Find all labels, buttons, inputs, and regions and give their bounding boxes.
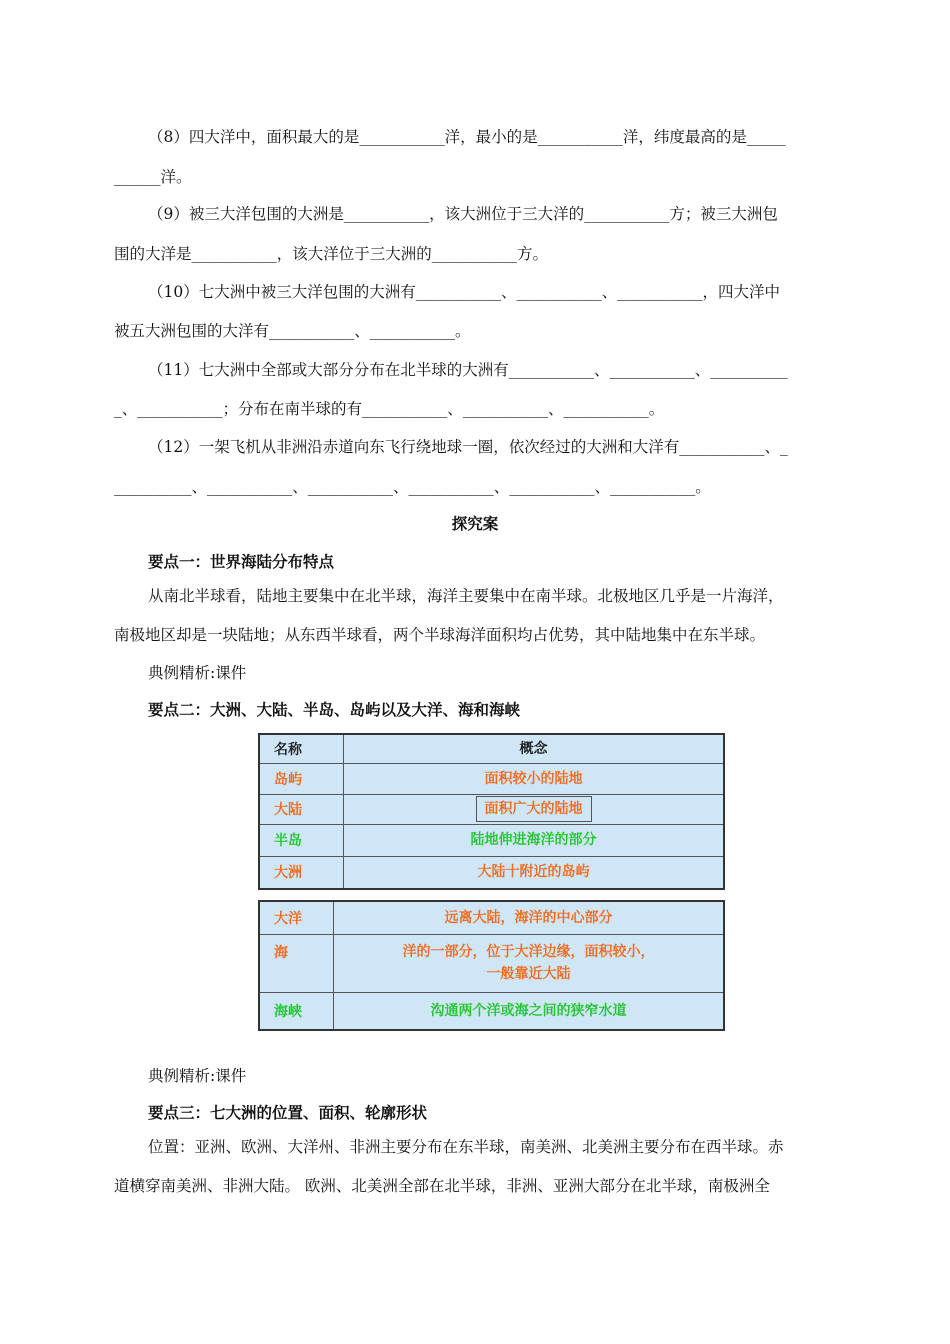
table-row — [260, 856, 723, 888]
table-row — [260, 794, 723, 825]
concept-ocean: 远离大陆，海洋的中心部分 — [444, 910, 613, 926]
table-row — [260, 934, 723, 993]
concept-island: 面积较小的陆地 — [484, 770, 583, 787]
table-row — [260, 902, 723, 935]
question-8-line-1: （8）四大洋中，面积最大的是___________洋，最小的是___________洋，纬度最高的是_____ — [148, 128, 786, 146]
point-2-heading: 要点二：大洲、大陆、半岛、岛屿以及大洋、海和海峡 — [148, 701, 521, 719]
term-sea: 海 — [260, 934, 334, 992]
point-2-example: 典例精析:课件 — [148, 1067, 247, 1085]
question-12-line-2: __________、___________、___________、___________、___________、___________。 — [114, 478, 711, 496]
concept-sea-cell — [334, 934, 723, 992]
question-11-line-1: （11）七大洲中全部或大部分分布在北半球的大洲有___________、___________、__________ — [148, 361, 788, 379]
point-1-heading: 要点一：世界海陆分布特点 — [148, 553, 335, 571]
question-12-line-1: （12）一架飞机从非洲沿赤道向东飞行绕地球一圈，依次经过的大洲和大洋有___________、_ — [148, 438, 788, 456]
point-3-text-line-1: 位置：亚洲、欧洲、大洋州、非洲主要分布在东半球，南美洲、北美洲主要分布在西半球。赤 — [148, 1138, 784, 1156]
point-3-heading: 要点三：七大洲的位置、面积、轮廓形状 — [148, 1104, 428, 1122]
concept-continent-region: 大陆十附近的岛屿 — [477, 864, 590, 880]
term-ocean: 大洋 — [260, 902, 334, 934]
concept-peninsula: 陆地伸进海洋的部分 — [470, 832, 597, 848]
concept-sea-line-2: 一般靠近大陆 — [486, 966, 571, 982]
question-9-line-2: 围的大洋是___________，该大洋位于三大洲的___________方。 — [114, 245, 549, 263]
header-concept: 概念 — [519, 741, 548, 757]
point-1-text-line-1: 从南北半球看，陆地主要集中在北半球，海洋主要集中在南半球。北极地区几乎是一片海洋， — [148, 587, 784, 605]
question-8-line-2: ______洋。 — [114, 168, 192, 186]
header-name: 名称 — [260, 735, 344, 763]
table-row — [260, 763, 723, 795]
concept-table-1 — [258, 733, 725, 890]
question-10-line-2: 被五大洲包围的大洋有___________、___________。 — [114, 322, 471, 340]
question-11-line-2: _、___________；分布在南半球的有___________、___________、___________。 — [114, 400, 665, 418]
section-title: 探究案 — [451, 515, 499, 533]
table-row — [260, 824, 723, 857]
point-1-example: 典例精析:课件 — [148, 664, 247, 682]
table-header-row — [260, 735, 723, 764]
concept-continent: 面积广大的陆地 — [476, 796, 592, 822]
concept-continent-cell — [344, 794, 723, 824]
point-1-text-line-2: 南极地区却是一块陆地；从东西半球看，两个半球海洋面积均占优势，其中陆地集中在东半球。 — [114, 626, 766, 644]
concept-table-2 — [258, 900, 725, 1031]
term-continent: 大陆 — [260, 794, 344, 824]
term-continent-region: 大洲 — [260, 856, 344, 888]
question-10-line-1: （10）七大洲中被三大洋包围的大洲有___________、___________、___________，四大洋中 — [148, 283, 780, 301]
point-3-text-line-2: 道横穿南美洲、非洲大陆。 欧洲、北美洲全部在北半球，非洲、亚洲大部分在北半球，南极洲全 — [114, 1177, 770, 1195]
concept-strait: 沟通两个洋或海之间的狭窄水道 — [430, 1002, 627, 1019]
question-9-line-1: （9）被三大洋包围的大洲是___________，该大洲位于三大洋的___________方；被三大洲包 — [148, 205, 778, 223]
term-strait: 海峡 — [260, 992, 334, 1029]
table-row — [260, 992, 723, 1029]
term-peninsula: 半岛 — [260, 824, 344, 856]
concept-sea-line-1: 洋的一部分，位于大洋边缘，面积较小， — [402, 944, 655, 960]
term-island: 岛屿 — [260, 763, 344, 794]
